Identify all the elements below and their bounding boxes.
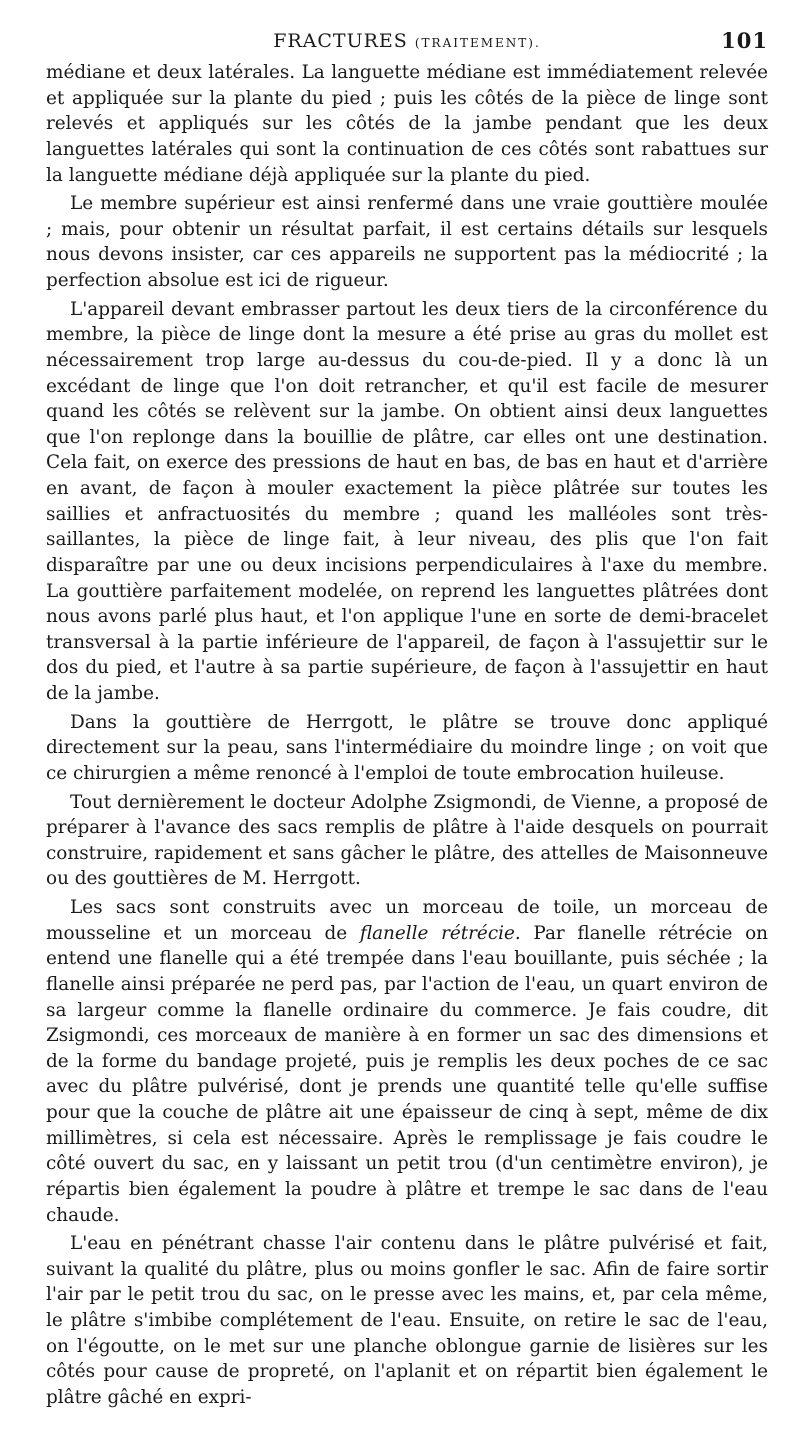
paragraph-6 — [46, 895, 768, 1228]
book-page — [46, 30, 768, 1420]
running-head — [46, 30, 768, 60]
paragraph-2: Le membre supérieur est ainsi renfermé dans une vraie gouttière moulée ; mais, pour obtenir un résultat parfait, il est certains détails sur lesquels nous devons insister, car ces appareils ne supportent pas la médiocrité ; la perfection absolue est ici de rigueur. — [46, 193, 768, 291]
body-text — [46, 60, 768, 1411]
paragraph-3: L'appareil devant embrasser partout les deux tiers de la circonférence du membre, la pièce de linge dont la mesure a été prise au gras du mollet est nécessairement trop large au-dessus du cou-de-pied. Il y a donc là un excédant de linge que l'on doit retrancher, et qu'il est facile de mesurer quand les côtés se relèvent sur la jambe. On obtient ainsi deux languettes que l'on replonge dans la bouillie de plâtre, car elles ont une destination. Cela fait, on exerce des pressions de haut en bas, de bas en haut et d'arrière en avant, de façon à mouler exactement la pièce plâtrée sur toutes les saillies et anfractuosités du membre ; quand les malléoles sont très-saillantes, la pièce de linge fait, à leur niveau, des plis que l'on fait disparaître par une ou deux incisions perpendiculaires à l'axe du membre. La gouttière parfaitement modelée, on reprend les languettes plâtrées dont nous avons parlé plus haut, et l'on applique l'une en sorte de demi-bracelet transversal à la partie inférieure de l'appareil, de façon à l'assujettir sur le dos du pied, et l'autre à sa partie supérieure, de façon à l'assujettir en haut de la jambe. — [46, 298, 768, 704]
chapter-title: FRACTURES — [273, 30, 408, 52]
paragraph-6-end: Par flanelle rétrécie on entend une flanelle qui a été trempée dans l'eau bouillante, puis séchée ; la flanelle ainsi préparée ne perd pas, par l'action de l'eau, un quart environ de sa largeur comme la flanelle ordinaire du commerce. Je fais coudre, dit Zsigmondi, ces morceaux de manière à en former un sac des dimensions et de la forme du bandage projeté, puis je remplis les deux poches de ce sac avec du plâtre pulvérisé, dont je prends une quantité telle qu'elle suffise pour que la couche de plâtre ait une épaisseur de cinq à sept, même de dix millimètres, si cela est nécessaire. Après le remplissage je fais coudre le côté ouvert du sac, en y laissant un petit trou (d'un centimètre environ), je répartis bien également la poudre à plâtre et trempe le sac dans de l'eau chaude. — [46, 922, 768, 1226]
page-number: 101 — [721, 28, 768, 53]
paragraph-5: Tout dernièrement le docteur Adolphe Zsigmondi, de Vienne, a proposé de préparer à l'avance des sacs remplis de plâtre à l'aide desquels on pourrait construire, rapidement et sans gâcher le plâtre, des attelles de Maisonneuve ou des gouttières de M. Herrgott. — [46, 791, 768, 890]
paragraph-6-start: Les sacs sont construits avec un morceau de toile, un morceau de mousseline et un morceau de — [46, 897, 768, 944]
running-title — [273, 30, 541, 52]
italic-term: flanelle rétrécie. — [359, 922, 521, 944]
paragraph-4: Dans la gouttière de Herrgott, le plâtre se trouve donc appliqué directement sur la peau, sans l'intermédiaire du moindre linge ; on voit que ce chirurgien a même renoncé à l'emploi de toute embrocation huileuse. — [46, 711, 768, 784]
paragraph-1: médiane et deux latérales. La languette médiane est immédiatement relevée et appliquée sur la plante du pied ; puis les côtés de la pièce de linge sont relevés et appliqués sur les côtés de la jambe pendant que les deux languettes latérales qui sont la continuation de ces côtés sont rabattues sur la languette médiane déjà appliquée sur la plante du pied. — [46, 62, 768, 186]
paragraph-7: L'eau en pénétrant chasse l'air contenu dans le plâtre pulvérisé et fait, suivant la qualité du plâtre, plus ou moins gonfler le sac. Afin de faire sortir l'air par le petit trou du sac, on le presse avec les mains, et, par cela même, le plâtre s'imbibe complétement de l'eau. Ensuite, on retire le sac de l'eau, on l'égoutte, on le met sur une planche oblongue garnie de lisières sur les côtés pour cause de propreté, on l'aplanit et on répartit bien également le plâtre gâché en expri- — [46, 1233, 768, 1408]
chapter-subtitle: (TRAITEMENT). — [414, 36, 541, 50]
